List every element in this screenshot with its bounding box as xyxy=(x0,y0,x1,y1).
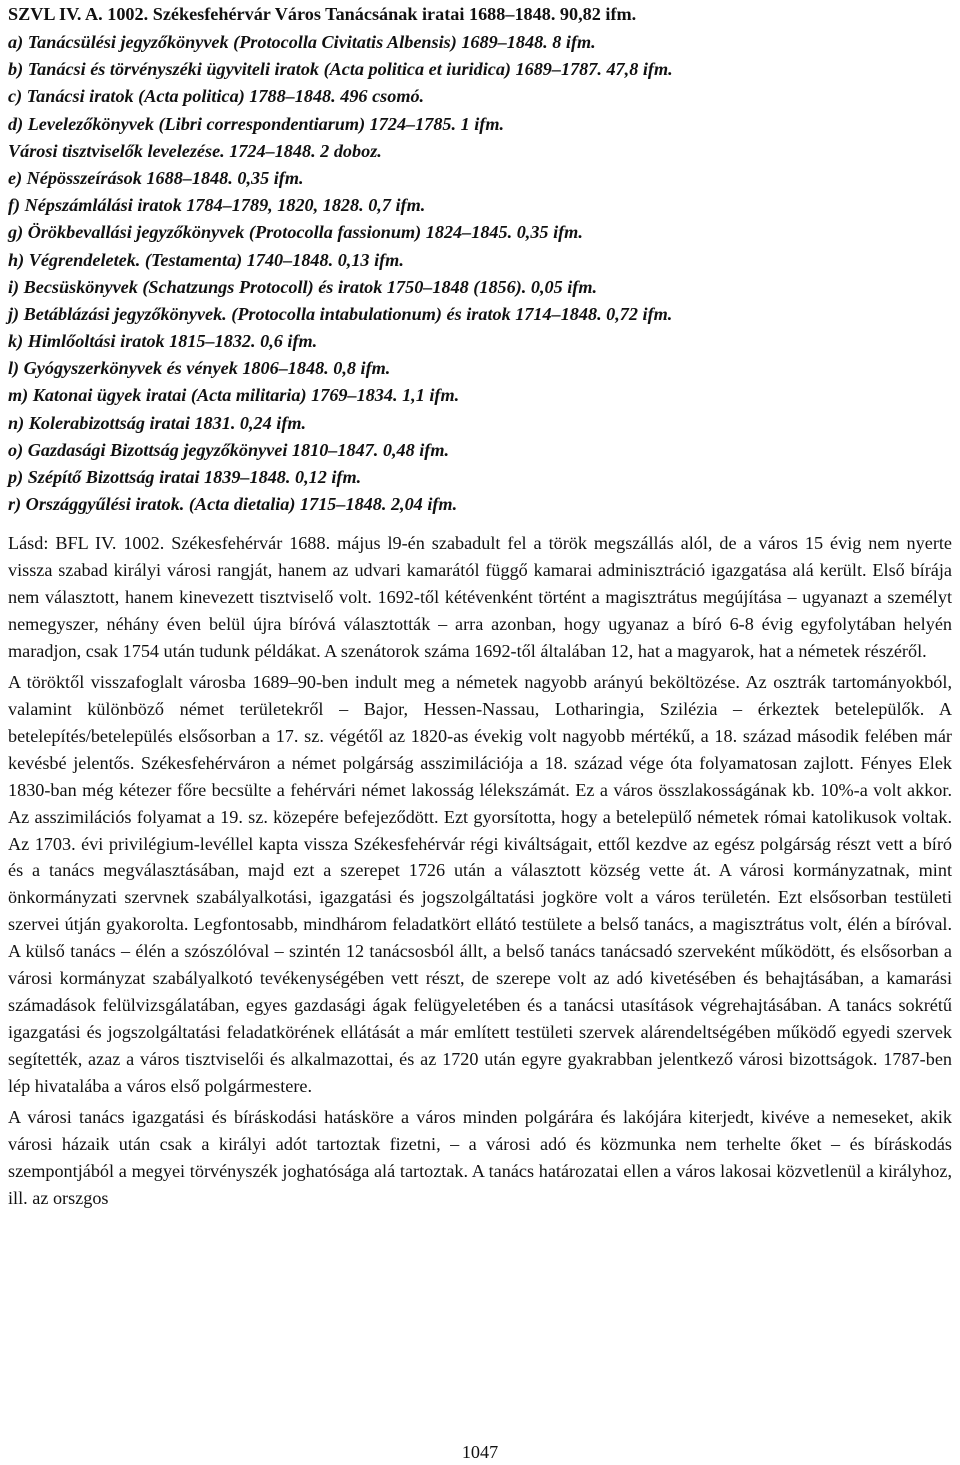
series-item-o: o) Gazdasági Bizottság jegyzőkönyvei 1810–1847. 0,48 ifm. xyxy=(8,439,450,460)
series-item-i: i) Becsüskönyvek (Schatzungs Protocoll) és iratok 1750–1848 (1856). 0,05 ifm. xyxy=(8,276,598,297)
series-item-g: g) Örökbevallási jegyzőkönyvek (Protocolla fassionum) 1824–1845. 0,35 ifm. xyxy=(8,222,583,243)
series-item-m: m) Katonai ügyek iratai (Acta militaria) 1769–1834. 1,1 ifm. xyxy=(8,385,460,406)
series-item-c: c) Tanácsi iratok (Acta politica) 1788–1848. 496 csomó. xyxy=(8,86,425,107)
paragraph-history: Lásd: BFL IV. 1002. Székesfehérvár 1688. május l9-én szabadult fel a török megszállás alól, de a város 15 évig nem nyerte vissza szabad királyi városi rangját, hanem az udvari kamarától függő kamarai adminisztráció igazgatása alá került. Első bírája nem választott, hanem kinevezett tisztviselő volt. 1692-től kétévenként történt a magisztrátus megújítása – ugyanazt a személyt nemegyszer, néhány éven belül újra bíróvá választották – arra azonban, hogy ugyanaz a bíró 6-8 évig egyfolytában helyén maradjon, csak 1754 után tudunk példákat. A szenátorok száma 1692-től általában 12, hat a magyarok, hat a németek részéről. xyxy=(8,533,952,661)
body-text xyxy=(8,530,952,1212)
series-item-d: d) Levelezőkönyvek (Libri correspondentiarum) 1724–1785. 1 ifm. xyxy=(8,113,505,134)
fonds-heading: SZVL IV. A. 1002. Székesfehérvár Város Tanácsának iratai 1688–1848. 90,82 ifm. xyxy=(8,4,637,24)
series-item-f: f) Népszámlálási iratok 1784–1789, 1820, 1828. 0,7 ifm. xyxy=(8,195,426,216)
series-item-a: a) Tanácsülési jegyzőkönyvek (Protocolla Civitatis Albensis) 1689–1848. 8 ifm. xyxy=(8,32,596,52)
series-item-p: p) Szépítő Bizottság iratai 1839–1848. 0,12 ifm. xyxy=(8,467,362,487)
paragraph-jurisdiction: A városi tanács igazgatási és bíráskodási hatásköre a város minden polgárára és lakójára kiterjedt, kivéve a nemeseket, akik városi házaik után csak a királyi adót tartoztak fizetni, – a városi adó és közmunka nem terhelte őket – és bíráskodás szempontjából a megyei törvényszék joghatósága alá tartoztak. A tanács határozatai ellen a város lakosai közvetlenül a királyhoz, ill. az orszgos xyxy=(8,1107,952,1208)
series-item-j: j) Betáblázási jegyzőkönyvek. (Protocolla intabulationum) és iratok 1714–1848. 0,72 ifm. xyxy=(8,303,673,324)
series-item-r: r) Országgyűlési iratok. (Acta dietalia) 1715–1848. 2,04 ifm. xyxy=(8,494,458,515)
page-number: 1047 xyxy=(461,1442,499,1462)
series-item-e: e) Népösszeírások 1688–1848. 0,35 ifm. xyxy=(8,167,304,188)
series-item-k: k) Himlőoltási iratok 1815–1832. 0,6 ifm. xyxy=(8,331,318,352)
series-item-d-sub: Városi tisztviselők levelezése. 1724–1848. 2 doboz. xyxy=(8,140,382,161)
series-item-b: b) Tanácsi és törvényszéki ügyviteli iratok (Acta politica et iuridica) 1689–1787. 47,8 ifm. xyxy=(8,59,673,80)
series-item-l: l) Gyógyszerkönyvek és vények 1806–1848. 0,8 ifm. xyxy=(8,358,391,379)
series-list xyxy=(8,29,952,518)
series-item-h: h) Végrendeletek. (Testamenta) 1740–1848. 0,13 ifm. xyxy=(8,249,404,270)
series-item-n: n) Kolerabizottság iratai 1831. 0,24 ifm. xyxy=(8,412,307,433)
paragraph-settlement: A töröktől visszafoglalt városba 1689–90-ben indult meg a németek nagyobb arányú beköltözése. Az osztrák tartományokból, valamint különböző német területekről – Bajor, Hessen-Nassau, Lotharingia, Szilézia – érkeztek betelepülők. A betelepítés/betelepülés elsősorban a 17. sz. végétől az 1820-as évekig volt nagyobb mértékű, a 18. század második felében már kevésbé jelentős. Székesfehérváron a német polgárság asszimilációja a 18. század vége óta folyamatosan zajlott. Fényes Elek 1830-ban még kétezer főre becsülte a fehérvári német lakosság lélekszámát. Ez a város összlakosságának kb. 10%-a volt akkor. Az asszimilációs folyamat a 19. sz. közepére befejeződött. Ezt gyorsította, hogy a betelepülő németek római katolikusok voltak. Az 1703. évi privilégium-levéllel kapta vissza Székesfehérvár régi kiváltságait, ettől kezdve az egész polgárság részt vett a bíró és a tanács megválasztásában, majd ezt a szerepet 1726 után a választott község vette át. A városi kormányzatnak, mint önkormányzati szervnek szabályalkotási, igazgatási és jogszolgáltatási jogköre volt a város területén. Ezt elsősorban testületi szervei útján gyakorolta. Legfontosabb, mindhárom feladatkört ellátó testülete a belső tanács, a magisztrátus volt, élén a bíróval. A külső tanács – élén a szószólóval – szintén 12 tanácsosból állt, a belső tanács tanácsadó szerveként működött, és elsősorban a városi kormányzat szabályalkotó tevékenységében vett részt, de szerepe volt az adó kivetésében és behajtásában, a kamarási számadások felülvizsgálatában, egyes gazdasági ágak felügyeletében és a tanácsi utasítások végrehajtásában. A tanács sokrétű igazgatási és jogszolgáltatási feladatkörének ellátását a már említett testületi szervek alárendeltségében működő egyedi szervek segítették, azaz a város tisztviselői és alkalmazottai, és az 1720 után egyre gyakrabban jelentkező városi bizottságok. 1787-ben lép hivatalába a város első polgármestere. xyxy=(8,672,952,1096)
